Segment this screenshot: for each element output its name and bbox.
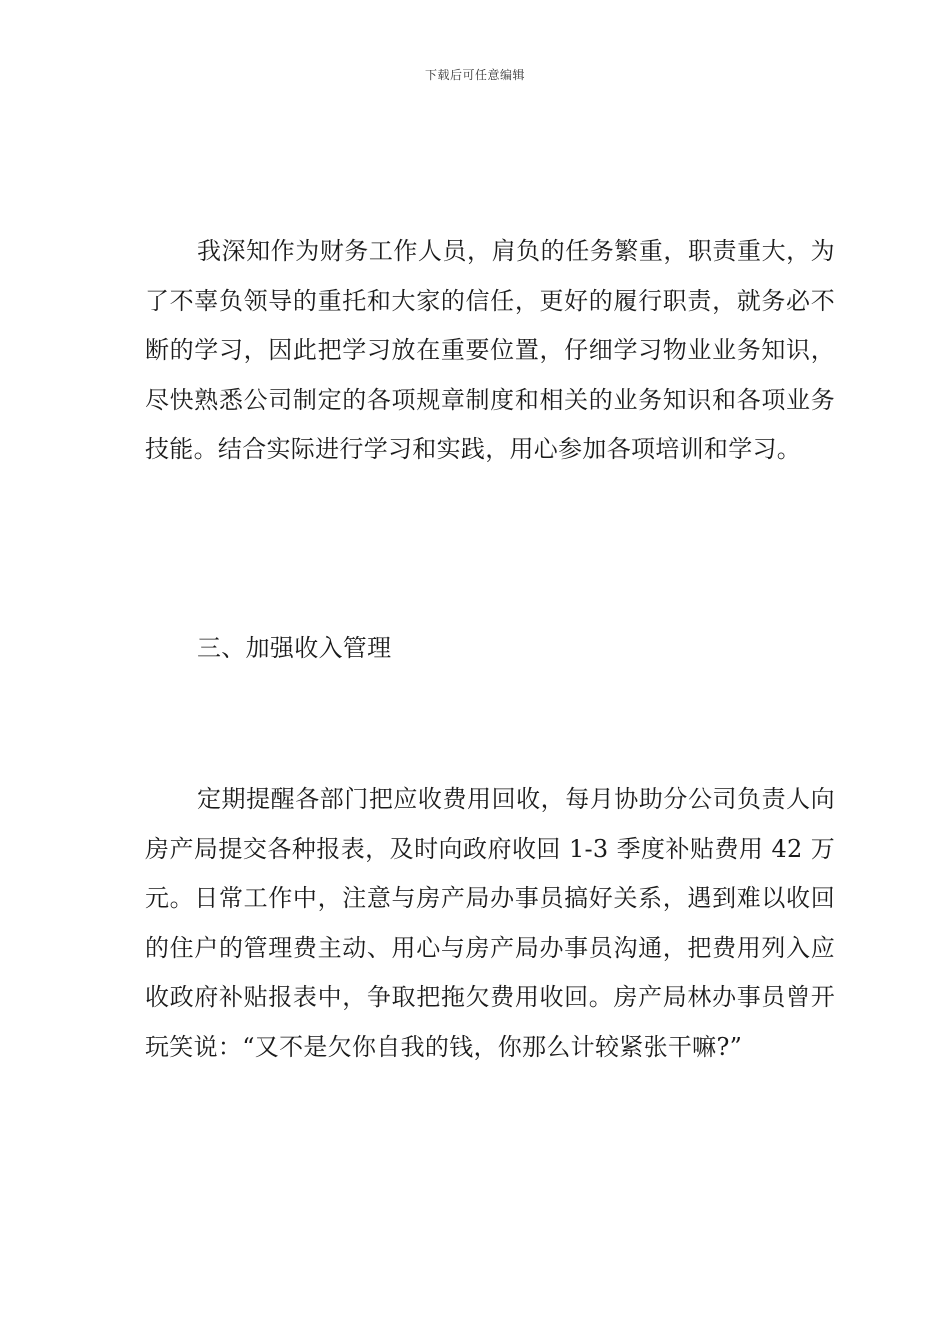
section-heading-revenue: 三、加强收入管理: [197, 634, 392, 662]
paragraph-revenue: 定期提醒各部门把应收费用回收，每月协助分公司负责人向房产局提交各种报表，及时向政府收回 1-3 季度补贴费用 42 万元。日常工作中，注意与房产局办事员搞好关系，遇到难以收回的住户的管理费主动、用心与房产局办事员沟通，把费用列入应收政府补贴报表中，争取把拖欠费用收回。房产局林办事员曾开玩笑说：“又不是欠你自我的钱，你那么计较紧张干嘛?”: [145, 785, 835, 1061]
download-note: 下载后可任意编辑: [424, 68, 525, 82]
paragraph-learning: 我深知作为财务工作人员，肩负的任务繁重，职责重大，为了不辜负领导的重托和大家的信任，更好的履行职责，就务必不断的学习，因此把学习放在重要位置，仔细学习物业业务知识，尽快熟悉公司制定的各项规章制度和相关的业务知识和各项业务技能。结合实际进行学习和实践，用心参加各项培训和学习。: [145, 237, 835, 463]
